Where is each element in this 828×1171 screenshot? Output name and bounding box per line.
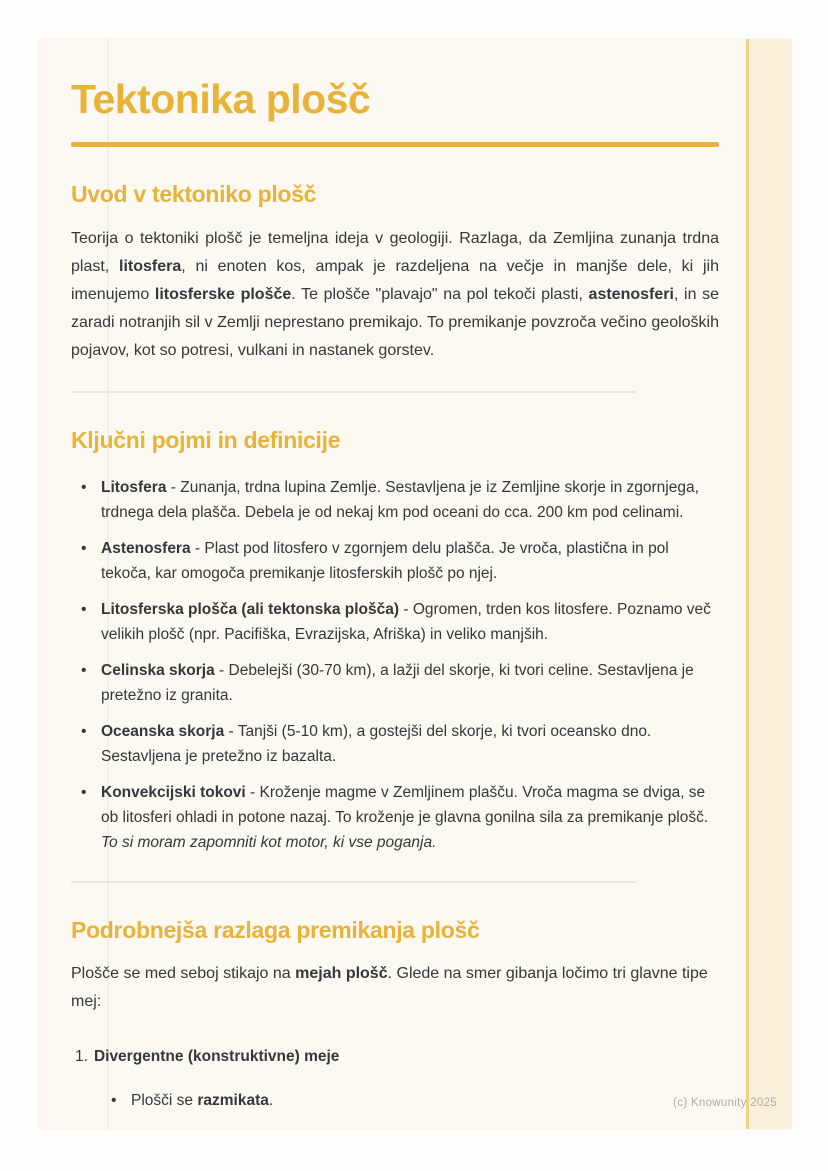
item-number: 1.: [75, 1048, 88, 1066]
text-segment: Plošče se med seboj stikajo na: [71, 965, 296, 983]
term-label: Astenosfera: [101, 539, 191, 557]
list-item-konvekcijski-tokovi: [81, 780, 719, 855]
numbered-item-title: Divergentne (konstruktivne) meje: [93, 1048, 340, 1066]
term-label: Oceanska skorja: [101, 722, 225, 740]
bold-term-razmikata: razmikata: [197, 1092, 269, 1110]
list-item-litosfera: [81, 475, 719, 525]
text-segment: . Glede na smer gibanja ločimo tri glavne tipe mej:: [71, 965, 708, 1011]
bold-term-astenosferi: astenosferi: [588, 285, 674, 303]
text-segment: , ni enoten kos, ampak je razdeljena na večje in manjše dele, ki jih imenujemo: [71, 257, 719, 303]
list-item-celinska-skorja: [81, 658, 719, 708]
bold-term-litosfera: litosfera: [119, 257, 182, 275]
personal-note-italic: To si moram zapomniti kot motor, ki vse poganja.: [101, 833, 437, 851]
term-definition: - Plast pod litosfero v zgornjem delu plašča. Je vroča, plastična in pol tekoča, kar omogoča premikanje litosferskih plošč po njej.: [101, 539, 669, 582]
term-label: Konvekcijski tokovi: [101, 783, 246, 801]
title-underline-rule: [71, 142, 719, 147]
term-definition: - Tanjši (5-10 km), a gostejši del skorje, ki tvori oceansko dno. Sestavljena je pretežno iz bazalta.: [101, 722, 652, 765]
intro-paragraph: [71, 225, 719, 365]
section-heading-uvod: Uvod v tektoniko plošč: [71, 181, 317, 208]
definitions-list: [71, 475, 719, 855]
bold-term-litosferske-plosce: litosferske plošče: [154, 285, 292, 303]
sub-bullet-razmikata: [111, 1088, 719, 1113]
text-segment: Plošči se: [131, 1092, 198, 1110]
section-divider: [71, 881, 636, 883]
page-content: [71, 77, 719, 1113]
text-segment: , in se zaradi notranjih sil v Zemlji neprestano premikajo. To premikanje povzroča večino geoloških pojavov, kot so potresi, vulkani in nastanek gorstev.: [71, 285, 720, 359]
term-definition: - Zunanja, trdna lupina Zemlje. Sestavljena je iz Zemljine skorje in zgornjega, trdnega dela plašča. Debela je od nekaj km pod oceani do cca. 200 km pod celinami.: [101, 478, 699, 521]
term-label: Litosferska plošča (ali tektonska plošča): [101, 600, 400, 618]
term-label: Celinska skorja: [101, 661, 215, 679]
section-divider: [71, 391, 636, 393]
term-definition: - Ogromen, trden kos litosfere. Poznamo več velikih plošč (npr. Pacifiška, Evrazijska, Afriška) in veliko manjših.: [101, 600, 711, 643]
copyright-watermark: (c) Knowunity 2025: [673, 1097, 777, 1109]
boundaries-paragraph: [71, 960, 719, 1016]
document-page: [38, 38, 792, 1130]
list-item-astenosfera: [81, 536, 719, 586]
term-definition: - Debelejši (30-70 km), a lažji del skorje, ki tvori celine. Sestavljena je pretežno iz granita.: [101, 661, 694, 704]
section-heading-pojmi: Ključni pojmi in definicije: [71, 426, 341, 453]
page-title: Tektonika plošč: [71, 76, 371, 122]
list-item-oceanska-skorja: [81, 719, 719, 769]
text-segment: . Te plošče "plavajo" na pol tekoči plasti,: [291, 285, 589, 303]
text-segment: Teorija o tektoniki plošč je temeljna ideja v geologiji. Razlaga, da Zemljina zunanja trdna plast,: [71, 229, 719, 275]
term-label: Litosfera: [101, 478, 167, 496]
numbered-item-divergentne: [75, 1044, 719, 1069]
list-item-litosferska-plosca: [81, 597, 719, 647]
bold-term-mejah-plosc: mejah plošč: [295, 965, 388, 983]
term-definition: - Kroženje magme v Zemljinem plašču. Vroča magma se dviga, se ob litosferi ohladi in potone nazaj. To kroženje je glavna gonilna sila za premikanje plošč.: [101, 783, 709, 826]
text-segment: .: [268, 1092, 274, 1110]
section-heading-razlaga: Podrobnejša razlaga premikanja plošč: [71, 916, 480, 943]
page-edge-stripe: [746, 39, 791, 1129]
